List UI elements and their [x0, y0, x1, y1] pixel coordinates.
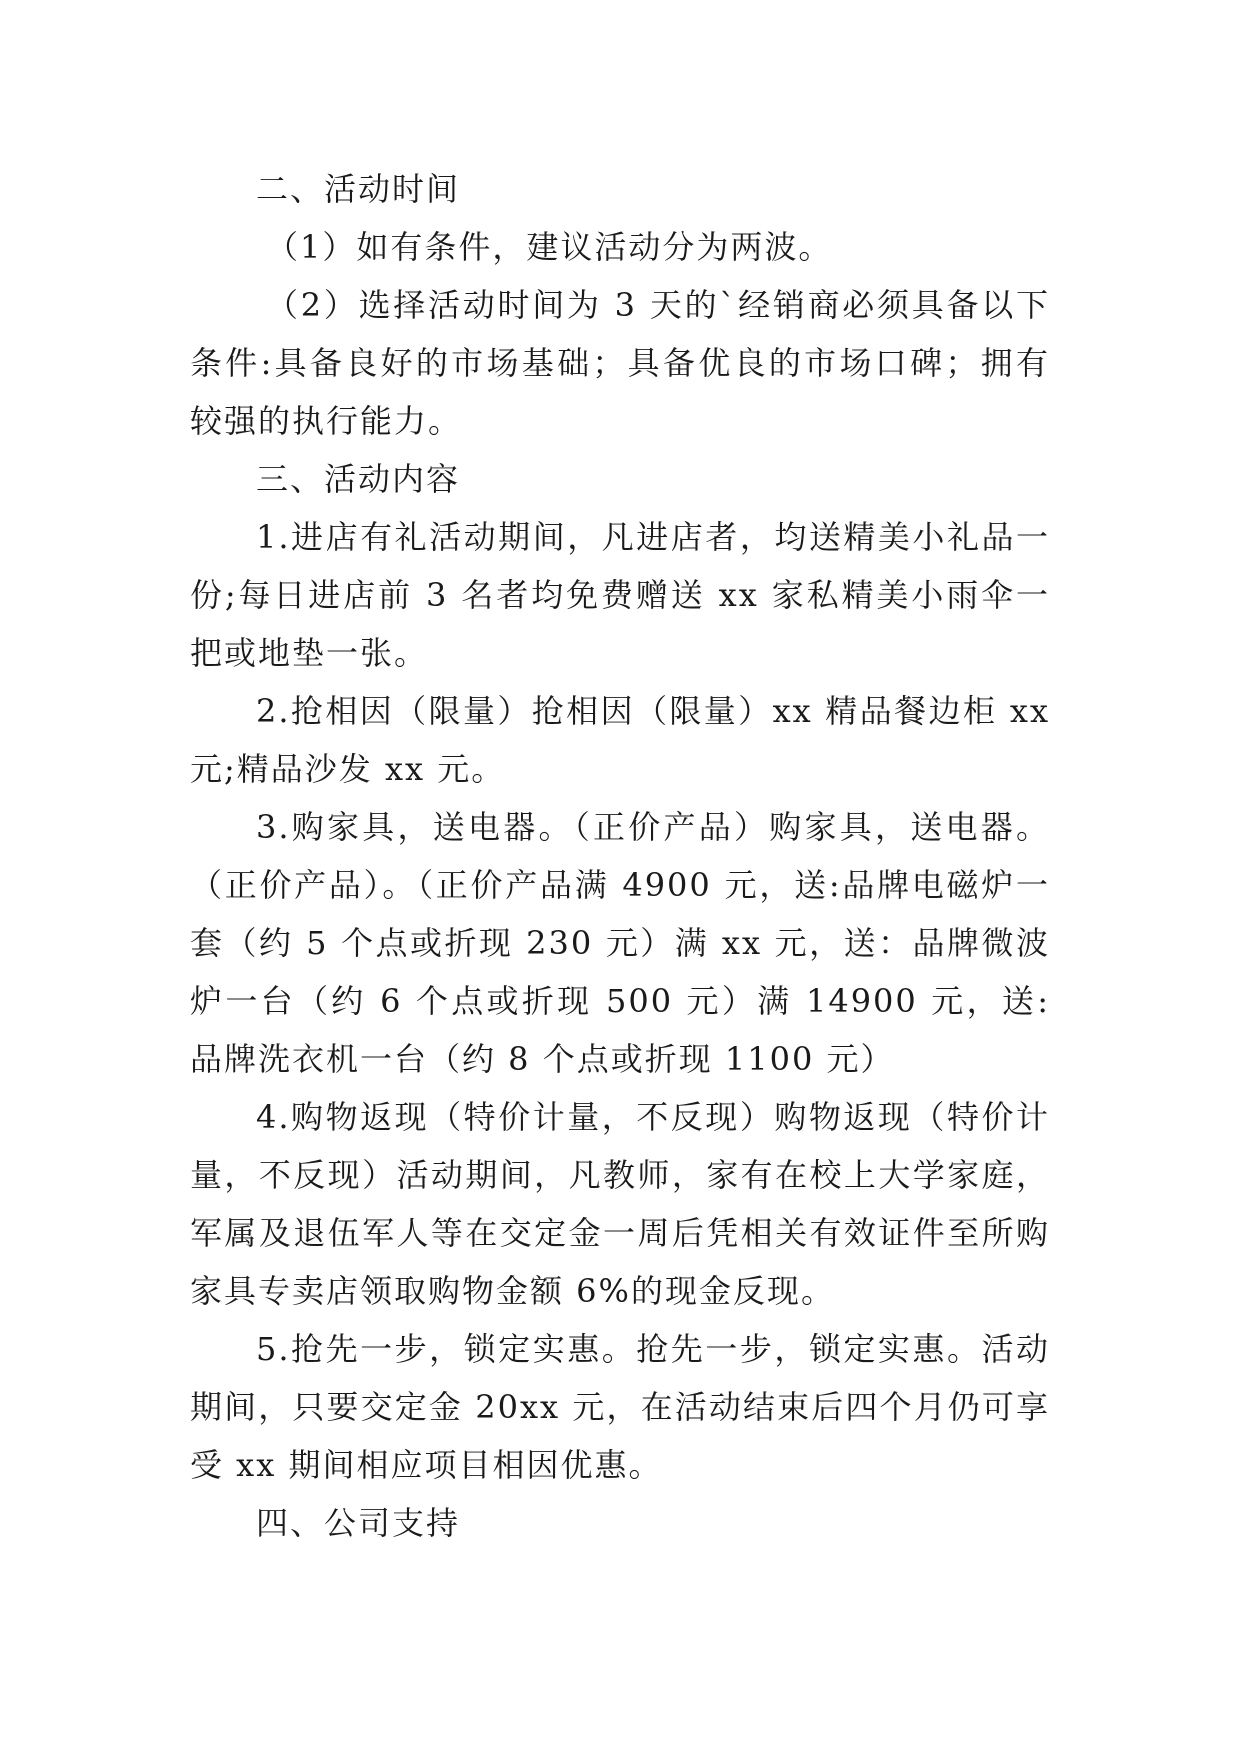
section-heading: 三、活动内容	[256, 460, 461, 498]
paragraph: 5.抢先一步，锁定实惠。抢先一步，锁定实惠。活动期间，只要交定金 20xx 元，在活动结束后四个月仍可享受 xx 期间相应项目相因优惠。	[190, 1330, 1050, 1484]
paragraph: （2）选择活动时间为 3 天的`经销商必须具备以下条件:具备良好的市场基础；具备优良的市场口碑；拥有较强的执行能力。	[190, 286, 1050, 440]
section-heading: 四、公司支持	[256, 1504, 461, 1542]
section-heading: 二、活动时间	[256, 170, 461, 208]
paragraph: 2.抢相因（限量）抢相因（限量）xx 精品餐边柜 xx 元;精品沙发 xx 元。	[190, 692, 1050, 788]
document-body	[190, 160, 1050, 1552]
paragraph: 1.进店有礼活动期间，凡进店者，均送精美小礼品一份;每日进店前 3 名者均免费赠送 xx 家私精美小雨伞一把或地垫一张。	[190, 518, 1050, 672]
paragraph: 4.购物返现（特价计量，不反现）购物返现（特价计量，不反现）活动期间，凡教师，家有在校上大学家庭，军属及退伍军人等在交定金一周后凭相关有效证件至所购家具专卖店领取购物金额 6%的现金反现。	[190, 1098, 1050, 1310]
paragraph: 3.购家具，送电器。（正价产品）购家具，送电器。（正价产品）。（正价产品满 4900 元，送:品牌电磁炉一套（约 5 个点或折现 230 元）满 xx 元，送：品牌微波炉一台（约 6 个点或折现 500 元）满 14900 元，送:品牌洗衣机一台（约 8 个点或折现 1100 元）	[190, 808, 1050, 1078]
paragraph: （1）如有条件，建议活动分为两波。	[266, 228, 833, 266]
